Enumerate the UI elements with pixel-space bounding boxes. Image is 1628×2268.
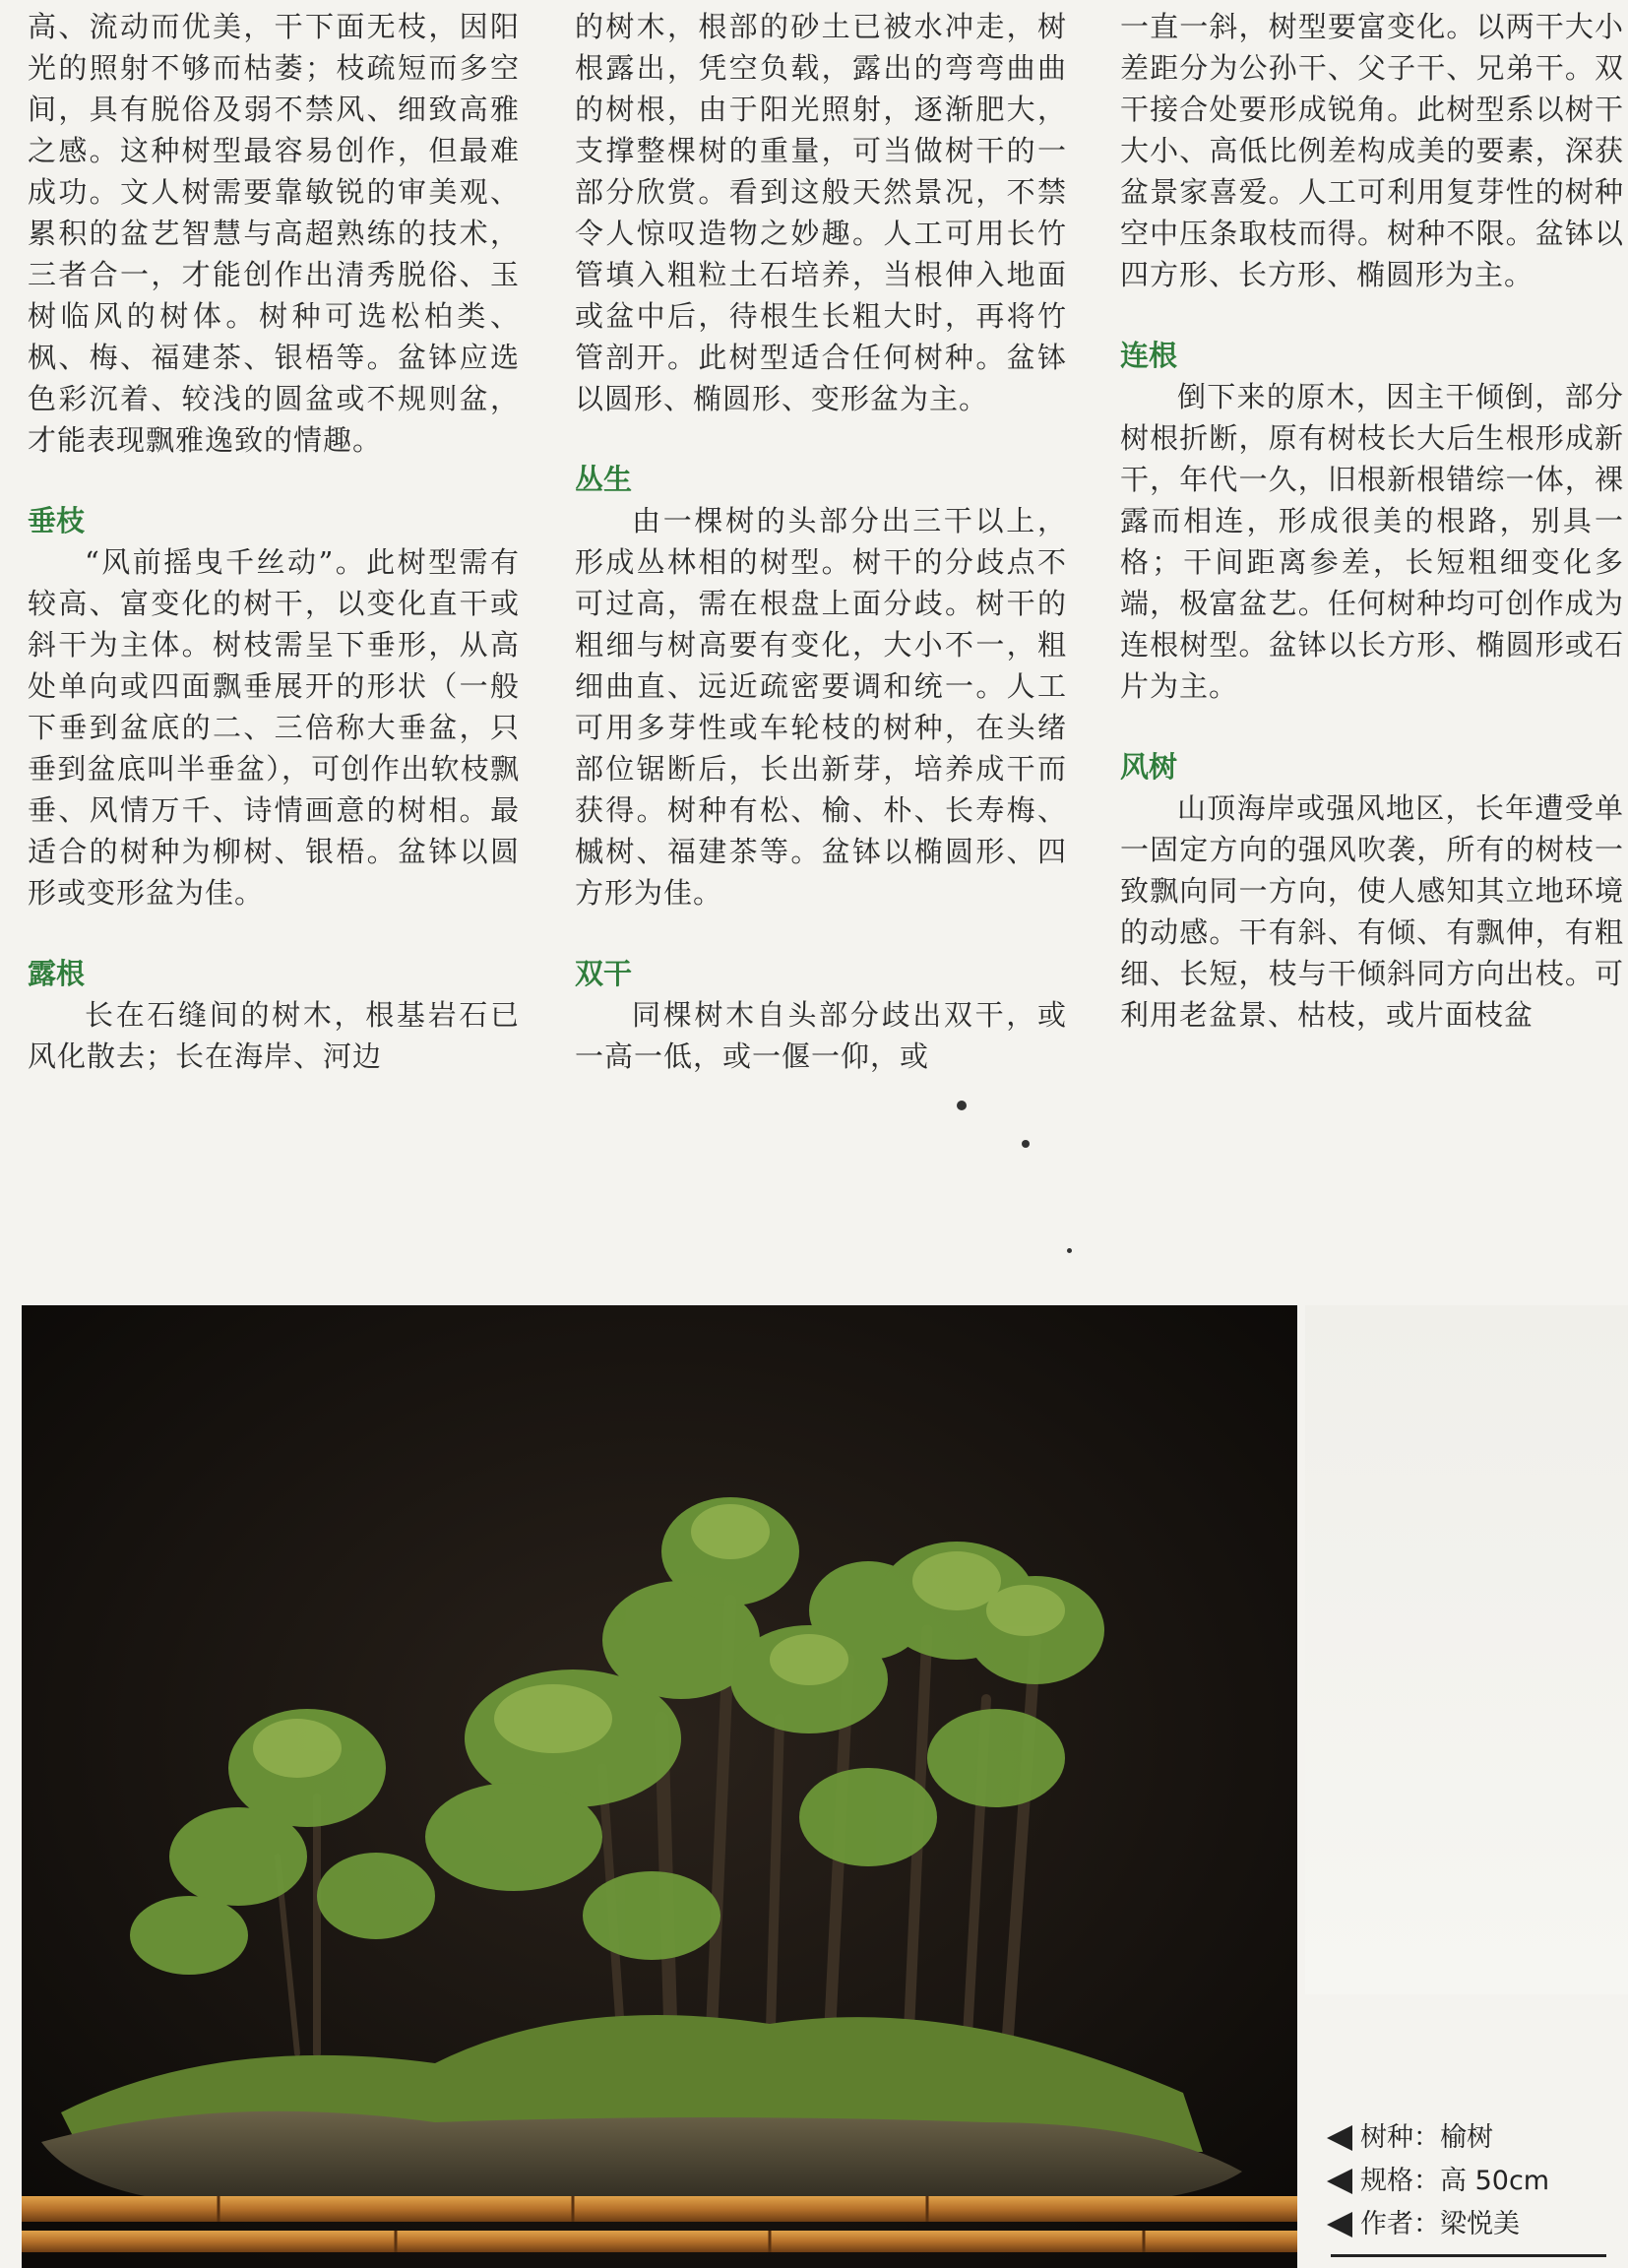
article-columns bbox=[28, 0, 1624, 1221]
col2-section1-body: 由一棵树的头部分出三干以上，形成丛林相的树型。树干的分歧点不可过高，需在根盘上面分歧。树干的粗细与树高要有变化，大小不一，粗细曲直、远近疏密要调和统一。人工可用多芽性或车轮枝的树种，在头绪部位锯断后，长出新芽，培养成干而获得。树种有松、榆、朴、长寿梅、槭树、福建茶等。盆钵以椭圆形、四方形为佳。 bbox=[575, 504, 1067, 910]
column-2 bbox=[575, 6, 1067, 1077]
heading-lugen: 露根 bbox=[28, 957, 86, 990]
heading-congsheng: 丛生 bbox=[575, 463, 633, 496]
caption-species-text: 树种：榆树 bbox=[1360, 2122, 1493, 2153]
caption-species bbox=[1327, 2116, 1612, 2160]
col1-intro: 高、流动而优美，干下面无枝，因阳光的照射不够而枯萎；枝疏短而多空间，具有脱俗及弱不禁风、细致高雅之感。这种树型最容易创作，但最难成功。文人树需要靠敏锐的审美观、累积的盆艺智慧与高超熟练的技术，三者合一，才能创作出清秀脱俗、玉树临风的树体。树种可选松柏类、枫、梅、福建茶、银梧等。盆钵应选色彩沉着、较浅的圆盆或不规则盆，才能表现飘雅逸致的情趣。 bbox=[28, 10, 520, 457]
triangle-marker-icon bbox=[1327, 2125, 1352, 2151]
triangle-marker-icon bbox=[1327, 2212, 1352, 2237]
photo-caption bbox=[1327, 2116, 1612, 2246]
print-speck bbox=[1022, 1140, 1030, 1148]
heading-liangen: 连根 bbox=[1120, 339, 1178, 372]
col3-section1-body: 倒下来的原木，因主干倾倒，部分树根折断，原有树枝长大后生根形成新干，年代一久，旧根新根错综一体，裸露而相连，形成很美的根路，别具一格；干间距离参差，长短粗细变化多端，极富盆艺。任何树种均可创作成为连根树型。盆钵以长方形、椭圆形或石片为主。 bbox=[1120, 380, 1624, 703]
heading-fengshu: 风树 bbox=[1120, 750, 1178, 784]
col1-section2-body: 长在石缝间的树木，根基岩石已风化散去；长在海岸、河边 bbox=[28, 998, 520, 1073]
column-3 bbox=[1120, 6, 1624, 1036]
bonsai-illustration bbox=[22, 1305, 1297, 2268]
caption-size bbox=[1327, 2160, 1612, 2203]
caption-author-text: 作者：梁悦美 bbox=[1360, 2209, 1520, 2239]
heading-chuizhi: 垂枝 bbox=[28, 504, 86, 537]
column-1 bbox=[28, 6, 520, 1077]
print-speck bbox=[1067, 1248, 1072, 1253]
col2-section2-body: 同棵树木自头部分歧出双干，或一高一低，或一偃一仰，或 bbox=[575, 998, 1067, 1073]
caption-rule bbox=[1331, 2254, 1606, 2257]
caption-size-text: 规格：高 50cm bbox=[1360, 2166, 1550, 2196]
col3-section2-body: 山顶海岸或强风地区，长年遭受单一固定方向的强风吹袭，所有的树枝一致飘向同一方向，使人感知其立地环境的动感。干有斜、有倾、有飘伸，有粗细、长短，枝与干倾斜同方向出枝。可利用老盆景、枯枝，或片面枝盆 bbox=[1120, 791, 1624, 1032]
bonsai-forest-photo bbox=[22, 1305, 1297, 2268]
col1-section1-body: “风前摇曳千丝动”。此树型需有较高、富变化的树干，以变化直干或斜干为主体。树枝需呈下垂形，从高处单向或四面飘垂展开的形状（一般下垂到盆底的二、三倍称大垂盆，只垂到盆底叫半垂盆），可创作出软枝飘垂、风情万千、诗情画意的树相。最适合的树种为柳树、银梧。盆钵以圆形或变形盆为佳。 bbox=[28, 545, 520, 910]
faded-facing-page bbox=[1305, 1305, 1628, 1994]
col3-intro: 一直一斜，树型要富变化。以两干大小差距分为公孙干、父子干、兄弟干。双干接合处要形成锐角。此树型系以树干大小、高低比例差构成美的要素，深获盆景家喜爱。人工可利用复芽性的树种空中压条取枝而得。树种不限。盆钵以四方形、长方形、椭圆形为主。 bbox=[1120, 10, 1624, 291]
heading-shuanggan: 双干 bbox=[575, 957, 633, 990]
col2-intro: 的树木，根部的砂土已被水冲走，树根露出，凭空负载，露出的弯弯曲曲的树根，由于阳光照射，逐渐肥大，支撑整棵树的重量，可当做树干的一部分欣赏。看到这般天然景况，不禁令人惊叹造物之妙趣。人工可用长竹管填入粗粒土石培养，当根伸入地面或盆中后，待根生长粗大时，再将竹管剖开。此树型适合任何树种。盆钵以圆形、椭圆形、变形盆为主。 bbox=[575, 10, 1067, 415]
print-speck bbox=[957, 1101, 967, 1110]
triangle-marker-icon bbox=[1327, 2169, 1352, 2194]
caption-author bbox=[1327, 2203, 1612, 2246]
